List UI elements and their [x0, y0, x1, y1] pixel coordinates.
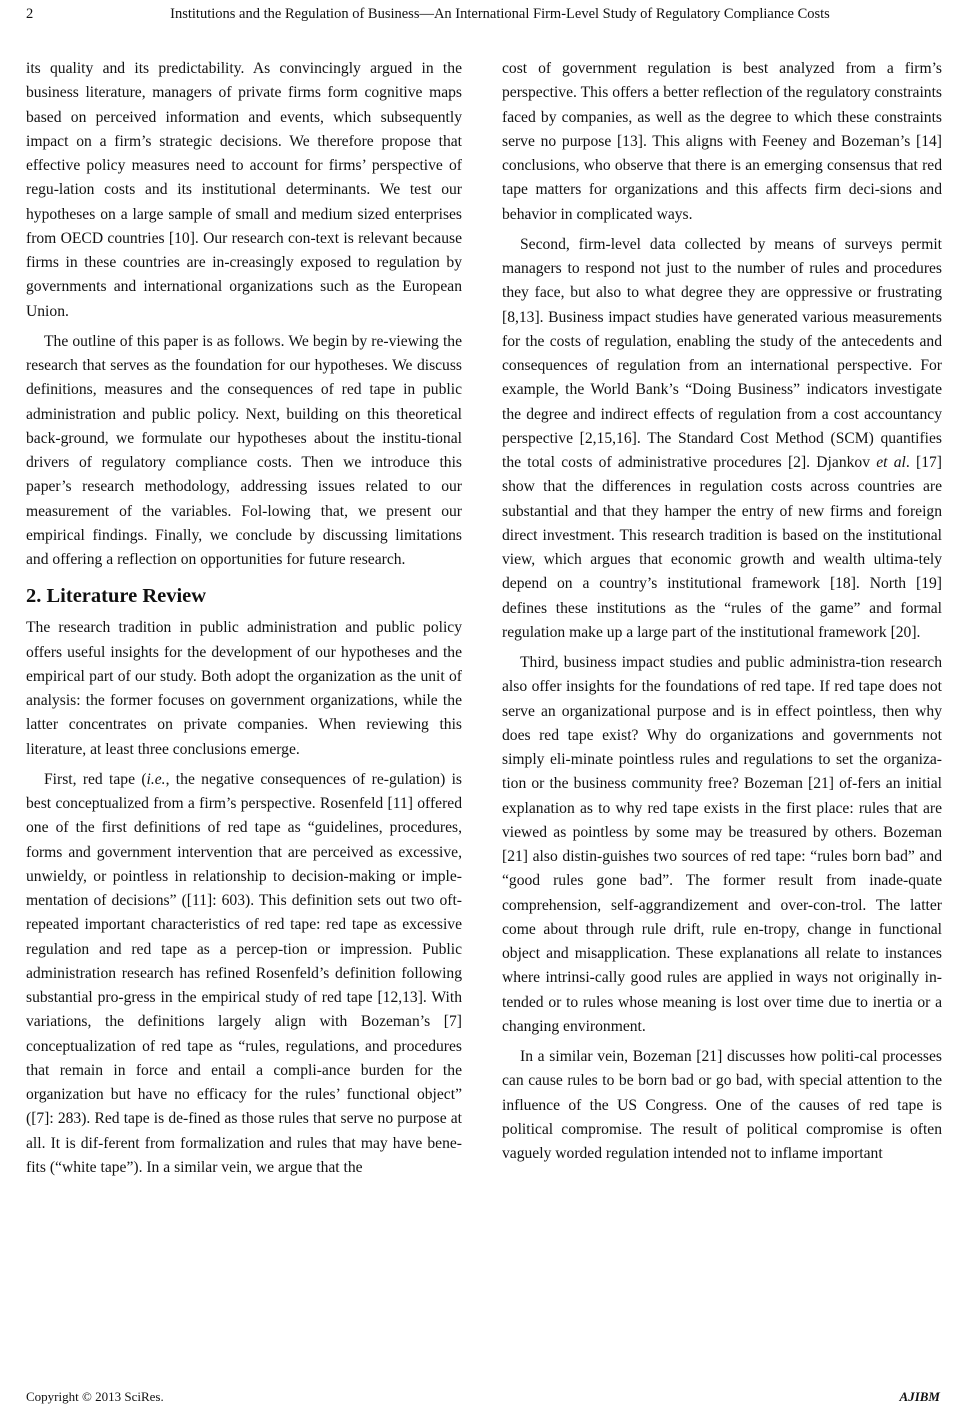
paragraph: cost of government regulation is best analyzed from a firm’s perspective. This offers a better reflection of the regulatory constraints faced by companies, as well as the degree to which these constraints serve no purpose [13]. This aligns with Feeney and Bozeman’s [14] conclusions, who observe that there is an emerging consensus that red tape matters for organizations and this affects firm deci-sions and behavior in complicated ways. — [502, 60, 942, 223]
right-column — [502, 57, 942, 1172]
page-number: 2 — [26, 6, 34, 22]
copyright-footer: Copyright © 2013 SciRes. — [26, 1389, 164, 1404]
paragraph — [26, 768, 462, 1180]
running-header: Institutions and the Regulation of Business—An International Firm-Level Study of Regulatory Compliance Costs — [170, 6, 830, 22]
text-run: Second, firm-level data collected by means of surveys permit managers to respond not just to the number of rules and procedures they face, but also to what degree they are oppressive or frustrating [8,13]. Business impact studies have generated various measurements for the costs of regulation, enabling the study of the antecedents and consequences of regulation from an international perspective. For example, the World Bank’s “Doing Business” indicators investigate the degree and indirect effects of regulation from a cost accountancy perspective [2,15,16]. The Standard Cost Method (SCM) quantifies the total costs of administrative procedures [2]. Djankov — [502, 235, 942, 471]
italic-text: et al — [876, 454, 906, 471]
paragraph: The research tradition in public administration and public policy offers useful insights for the development of our hypotheses and the empirical part of our study. Both adopt the organization as the unit of analysis: the former focuses on government organizations, while the latter concentrates on private companies. When reviewing this literature, at least three conclusions emerge. — [26, 619, 462, 758]
text-run: . [17] show that the differences in regulation costs across countries are substantial and that they hamper the entry of new firms and foreign direct investment. This research tradition is based on the institutional view, which argues that economic growth and wealth ultima-tely depend on a country’s institutional framework [18]. North [19] defines these institutions as the “rules of the game” and formal regulation make up a large part of the institutional framework [20]. — [502, 454, 942, 641]
paragraph: In a similar vein, Bozeman [21] discusses how politi-cal processes can cause rules to be born bad or go bad, with special attention to the influence of the US Congress. One of the causes of red tape is political compromise. The result of political compromise is often vaguely worded regulation intended not to inflame important — [502, 1048, 942, 1162]
left-column — [26, 57, 462, 1186]
text-run: , the negative consequences of re-gulation) is best conceptualized from a firm’s perspective. Rosenfeld [11] offered one of the first definitions of red tape as “guidelines, procedures, forms and government intervention that are perceived as excessive, unwieldy, or pointless in relationship to decision-making or imple-mentation of decisions” ([11]: 603). This definition sets out two oft-repeated important characteristics of red tape: red tape as excessive regulation and red tape as a percep-tion or impression. Public administration research has refined Rosenfeld’s definition following substantial pro-gress in the empirical study of red tape [12,13]. With variations, the definitions largely align with Bozeman’s [7] conceptualization of red tape as “rules, regulations, and procedures that remain in force and entail a compli-ance burden for the organization but have no efficacy for the rules’ functional object” ([7]: 283). Red tape is de-fined as those rules that serve no purpose at all. It is dif-ferent from formalization and rules that may have bene-fits (“white tape”). In a similar vein, we argue that the — [26, 770, 462, 1176]
paragraph: its quality and its predictability. As convincingly argued in the business literature, managers of private firms form cognitive maps based on perceived information and events, which subsequently impact on a firm’s strategic decisions. We therefore propose that effective policy measures need to account for firms’ perspective of regu-lation costs and its institutional determinants. We test our hypotheses on a large sample of small and medium sized enterprises from OECD countries [10]. Our research con-text is relevant because firms in these countries are in-creasingly exposed to regulation by governments and international organizations such as the European Union. — [26, 60, 462, 320]
section-heading: 2. Literature Review — [26, 585, 207, 608]
paragraph — [502, 233, 942, 645]
journal-footer: AJIBM — [899, 1389, 940, 1404]
text-run: First, red tape ( — [44, 770, 147, 788]
paragraph: The outline of this paper is as follows. We begin by re-viewing the research that serves as the foundation for our hypotheses. We discuss definitions, measures and the consequences of red tape in public administration and public policy. Next, building on this theoretical back-ground, we formulate our hypotheses about the institu-tional drivers of regulatory compliance costs. Then we introduce this paper’s research methodology, addressing issues related to our measurement of the variables. Fol-lowing that, we present our empirical findings. Finally, we conclude by discussing limitations and offering a reflection on opportunities for future research. — [26, 332, 462, 568]
italic-text: i.e. — [146, 770, 166, 788]
paragraph: Third, business impact studies and public administra-tion research also offer insights for the foundations of red tape. If red tape does not serve an organizational purpose and is in effect pointless, then why does red tape exist? Why do organizations and governments not simply eli-minate pointless rules and regulations to set the organiza-tion or the business community free? Bozeman [21] of-fers an initial explanation as to why red tape exists in the first place: rules that are viewed as pointless by some may be treasured by others. Bozeman [21] also distin-guishes two sources of red tape: “rules born bad” and “good rules gone bad”. The former result from inade-quate comprehension, self-aggrandizement and over-con-trol. The latter come about through rule drift, rule en-tropy, change in functional object and misapplication. These explanations all relate to instances where intrinsi-cally good rules are applied in ways not originally in-tended or to rules whose meaning is lost over time due to inertia or a changing environment. — [502, 654, 942, 1035]
